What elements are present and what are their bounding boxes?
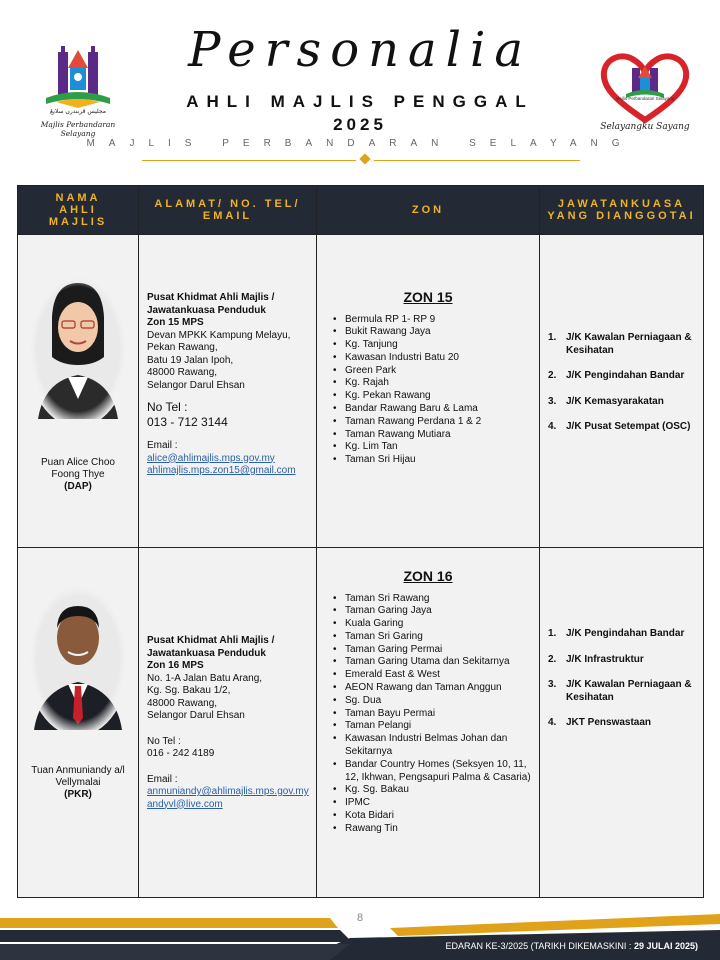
email-label: Email : xyxy=(147,773,178,785)
committee-cell xyxy=(540,548,704,898)
email-link[interactable]: ahlimajlis.mps.zon15@gmail.com xyxy=(147,465,296,476)
diamond-ornament-icon xyxy=(359,153,370,164)
page-title-script: Personalia xyxy=(188,22,532,78)
office-title: Pusat Khidmat Ahli Majlis / Jawatankuasa Penduduk xyxy=(147,635,275,659)
list-item: • Taman Rawang Mutiara xyxy=(333,429,531,442)
list-item: • IPMC xyxy=(333,797,531,810)
list-item: • Kota Bidari xyxy=(333,810,531,823)
list-item: • Taman Bayu Permai xyxy=(333,708,531,721)
committee-item: 1. J/K Kawalan Perniagaan & Kesihatan xyxy=(548,332,692,356)
party-label: (PKR) xyxy=(64,789,92,800)
address-line: Selangor Darul Ehsan xyxy=(147,379,245,391)
zone-title: ZON 16 xyxy=(403,568,453,584)
list-item: • Bermula RP 1- RP 9 xyxy=(333,314,531,327)
tel-number: 013 - 712 3144 xyxy=(147,415,228,429)
list-item: • Taman Garing Jaya xyxy=(333,605,531,618)
list-item: • Kg. Sg. Bakau xyxy=(333,784,531,797)
list-item: • Bandar Country Homes (Seksyen 10, 11, 12, Ikhwan, Pengsapuri Palma & Casaria) xyxy=(333,759,531,785)
page-subtitle: MAJLIS PERBANDARAN SELAYANG xyxy=(86,138,634,149)
logo-right-text: Selayangku Sayang xyxy=(600,122,690,132)
address-line: 48000 Rawang, xyxy=(147,697,218,709)
zone-list xyxy=(325,314,531,468)
list-item: • Kg. Lim Tan xyxy=(333,441,531,454)
councillor-table xyxy=(17,185,704,898)
zone-cell xyxy=(317,548,540,898)
list-item: • Kawasan Industri Batu 20 xyxy=(333,352,531,365)
edition-label: EDARAN KE-3/2025 (TARIKH DIKEMASKINI : 29 JULAI 2025) xyxy=(445,941,698,951)
tel-label: No Tel : xyxy=(147,735,181,747)
party-label: (DAP) xyxy=(64,481,92,492)
committee-item: 4. J/K Pusat Setempat (OSC) xyxy=(548,421,691,432)
councillor-name: Puan Alice Choo Foong Thye (DAP) xyxy=(41,457,115,492)
footer-band xyxy=(0,900,720,960)
committee-list xyxy=(548,628,695,730)
councillor-cell xyxy=(18,548,139,898)
address-line: Pekan Rawang, xyxy=(147,342,218,353)
councillor-photo-icon xyxy=(24,269,132,429)
gold-divider-right xyxy=(374,160,580,161)
address-line: 48000 Rawang, xyxy=(147,367,218,378)
list-item: • Kg. Tanjung xyxy=(333,339,531,352)
list-item: • Bukit Rawang Jaya xyxy=(333,326,531,339)
office-zone: Zon 15 MPS xyxy=(147,317,204,328)
tel-number: 016 - 242 4189 xyxy=(147,748,215,759)
list-item: • Rawang Tin xyxy=(333,823,531,836)
list-item: • Bandar Rawang Baru & Lama xyxy=(333,403,531,416)
header-name: NAMA AHLI MAJLIS xyxy=(18,186,139,235)
list-item: • Green Park xyxy=(333,365,531,378)
list-item: • Taman Garing Utama dan Sekitarnya xyxy=(333,656,531,669)
email-link[interactable]: andyvl@live.com xyxy=(147,798,223,810)
header-zone: ZON xyxy=(317,186,540,235)
address-cell xyxy=(139,235,317,548)
table-row xyxy=(18,548,704,898)
office-title: Pusat Khidmat Ahli Majlis / Jawatankuasa Penduduk xyxy=(147,292,275,316)
office-zone: Zon 16 MPS xyxy=(147,660,204,671)
list-item: • Taman Garing Permai xyxy=(333,644,531,657)
councillor-name: Tuan Anmuniandy a/l Vellymalai (PKR) xyxy=(31,765,125,800)
committee-item: 4. JKT Penswastaan xyxy=(548,717,652,728)
header-address: ALAMAT/ NO. TEL/ EMAIL xyxy=(139,186,317,235)
list-item: • Kawasan Industri Belmas Johan dan Sekitarnya xyxy=(333,733,531,759)
page-title: AHLI MAJLIS PENGGAL xyxy=(186,92,534,111)
councillor-photo-icon xyxy=(24,578,132,738)
address-line: Devan MPKK Kampung Melayu, xyxy=(147,329,291,341)
logo-left-caption: Majlis Perbandaran Selayang xyxy=(40,120,116,138)
zone-cell xyxy=(317,235,540,548)
address-line: Kg. Sg. Bakau 1/2, xyxy=(147,685,231,696)
committee-list xyxy=(548,332,695,434)
zone-list xyxy=(325,593,531,836)
header-committee: JAWATANKUASA YANG DIANGGOTAI xyxy=(540,186,704,235)
logo-left-jawi: مجليس ڤربندرن سلايڠ xyxy=(50,108,106,115)
logo-right-caption: Majlis Perbandaran Selayang xyxy=(615,96,675,101)
list-item: • Taman Rawang Perdana 1 & 2 xyxy=(333,416,531,429)
list-item: • Taman Sri Hijau xyxy=(333,454,531,467)
table-header-row xyxy=(18,186,704,235)
list-item: • Kuala Garing xyxy=(333,618,531,631)
email-link[interactable]: anmuniandy@ahlimajlis.mps.gov.my xyxy=(147,786,309,797)
list-item: • Sg. Dua xyxy=(333,695,531,708)
committee-cell xyxy=(540,235,704,548)
gold-divider-left xyxy=(142,160,356,161)
list-item: • Emerald East & West xyxy=(333,669,531,682)
page-number: 8 xyxy=(356,912,364,924)
email-link[interactable]: alice@ahlimajlis.mps.gov.my xyxy=(147,452,275,464)
committee-item: 2. J/K Infrastruktur xyxy=(548,653,644,665)
list-item: • Taman Sri Rawang xyxy=(333,593,531,606)
address-line: Batu 19 Jalan Ipoh, xyxy=(147,354,234,366)
address-line: Selangor Darul Ehsan xyxy=(147,710,245,721)
committee-item: 3. J/K Kawalan Perniagaan & Kesihatan xyxy=(548,679,692,703)
page-title-year: 2025 xyxy=(333,115,387,134)
committee-item: 3. J/K Kemasyarakatan xyxy=(548,395,664,407)
list-item: • Kg. Rajah xyxy=(333,377,531,390)
table-row xyxy=(18,235,704,548)
tel-label: No Tel : xyxy=(147,400,188,414)
address-cell xyxy=(139,548,317,898)
committee-item: 1. J/K Pengindahan Bandar xyxy=(548,628,685,639)
email-label: Email : xyxy=(147,440,178,451)
list-item: • Taman Sri Garing xyxy=(333,631,531,644)
address-line: No. 1-A Jalan Batu Arang, xyxy=(147,672,263,684)
list-item: • Kg. Pekan Rawang xyxy=(333,390,531,403)
committee-item: 2. J/K Pengindahan Bandar xyxy=(548,370,685,381)
list-item: • Taman Pelangi xyxy=(333,720,531,733)
zone-title: ZON 15 xyxy=(403,289,453,305)
councillor-cell xyxy=(18,235,139,548)
list-item: • AEON Rawang dan Taman Anggun xyxy=(333,682,531,695)
